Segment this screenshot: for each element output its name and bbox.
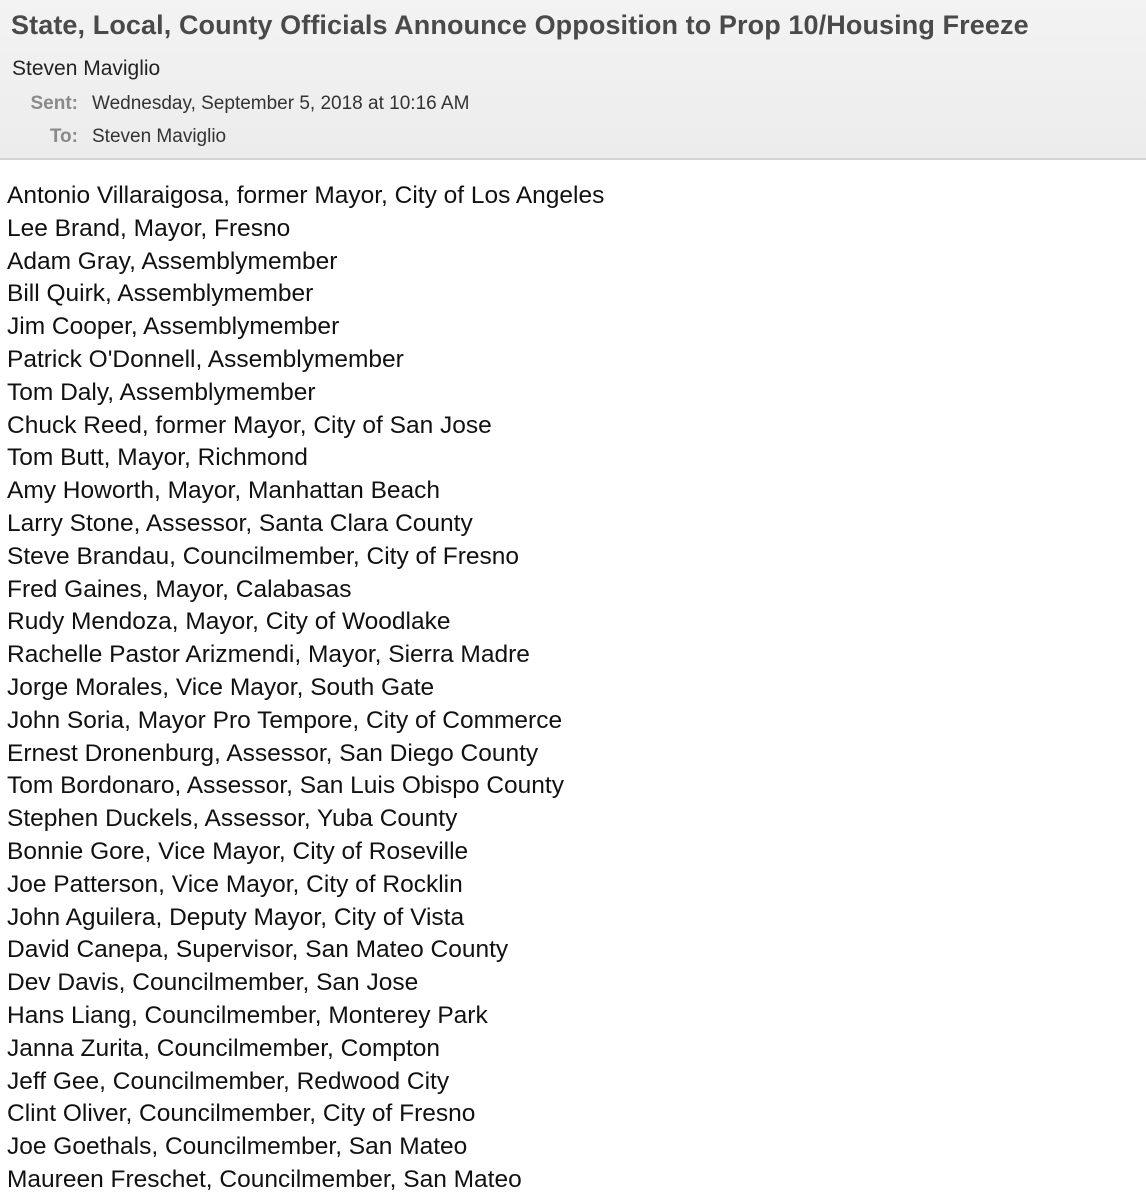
sent-value: Wednesday, September 5, 2018 at 10:16 AM <box>92 93 470 114</box>
email-sender[interactable]: Steven Maviglio <box>12 57 161 80</box>
body-line: Steve Brandau, Councilmember, City of Fresno <box>7 542 520 570</box>
body-line: Janna Zurita, Councilmember, Compton <box>7 1034 441 1062</box>
body-line: Bill Quirk, Assemblymember <box>7 280 314 308</box>
body-line: Joe Goethals, Councilmember, San Mateo <box>7 1133 468 1161</box>
body-line: Jim Cooper, Assemblymember <box>7 313 340 341</box>
body-line: Adam Gray, Assemblymember <box>7 247 338 275</box>
body-line: David Canepa, Supervisor, San Mateo County <box>7 936 509 964</box>
body-line: Fred Gaines, Mayor, Calabasas <box>7 575 352 603</box>
body-line: Rachelle Pastor Arizmendi, Mayor, Sierra Madre <box>7 641 530 669</box>
body-line: Amy Howorth, Mayor, Manhattan Beach <box>7 477 441 505</box>
body-line: Hans Liang, Councilmember, Monterey Park <box>7 1001 488 1029</box>
to-recipient[interactable]: Steven Maviglio <box>92 126 227 147</box>
email-body <box>7 180 1137 1197</box>
body-line: Larry Stone, Assessor, Santa Clara County <box>7 509 473 537</box>
email-subject: State, Local, County Officials Announce Opposition to Prop 10/Housing Freeze <box>11 10 1029 40</box>
body-line: Bonnie Gore, Vice Mayor, City of Roseville <box>7 837 469 865</box>
body-line: Clint Oliver, Councilmember, City of Fresno <box>7 1100 476 1128</box>
body-line: Stephen Duckels, Assessor, Yuba County <box>7 805 458 833</box>
body-line: Maureen Freschet, Councilmember, San Mateo <box>7 1165 522 1193</box>
body-line: Jeff Gee, Councilmember, Redwood City <box>7 1067 450 1095</box>
body-line: John Aguilera, Deputy Mayor, City of Vista <box>7 903 465 931</box>
sent-label: Sent: <box>30 93 78 114</box>
body-line: Rudy Mendoza, Mayor, City of Woodlake <box>7 608 451 636</box>
body-line: Patrick O'Donnell, Assemblymember <box>7 345 404 373</box>
body-line: Jorge Morales, Vice Mayor, South Gate <box>7 673 435 701</box>
to-label: To: <box>49 126 78 147</box>
body-line: Tom Butt, Mayor, Richmond <box>7 444 308 472</box>
body-line: Tom Bordonaro, Assessor, San Luis Obispo County <box>7 772 564 800</box>
body-line: Dev Davis, Councilmember, San Jose <box>7 969 419 997</box>
email-header <box>0 0 1146 160</box>
body-line: Tom Daly, Assemblymember <box>7 378 316 406</box>
body-line: Ernest Dronenburg, Assessor, San Diego County <box>7 739 539 767</box>
body-line: Joe Patterson, Vice Mayor, City of Rocklin <box>7 870 463 898</box>
body-line: Chuck Reed, former Mayor, City of San Jose <box>7 411 492 439</box>
body-line: John Soria, Mayor Pro Tempore, City of Commerce <box>7 706 563 734</box>
body-line: Lee Brand, Mayor, Fresno <box>7 214 291 242</box>
body-line: Antonio Villaraigosa, former Mayor, City of Los Angeles <box>7 182 605 209</box>
